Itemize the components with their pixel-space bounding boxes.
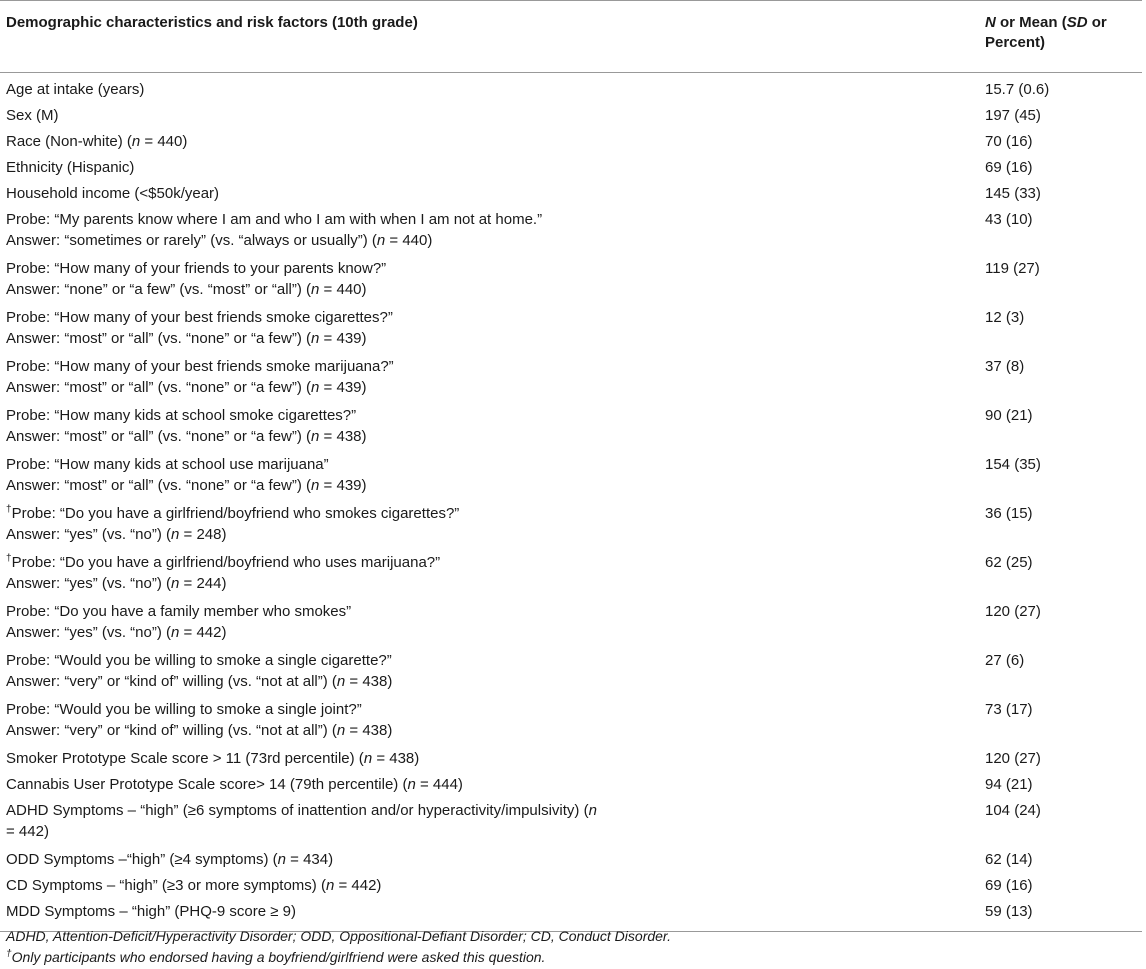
row-label-line2	[6, 230, 964, 251]
row-label-line2-text: Answer: “very” or “kind of” willing (vs. “not at all”) (	[6, 672, 337, 690]
header-percent: Percent)	[985, 34, 1046, 51]
row-value: 70 (16)	[985, 132, 1033, 150]
row-label-line2	[6, 328, 964, 349]
footnote-dagger-text: Only participants who endorsed having a boyfriend/girlfriend were asked this question.	[11, 949, 546, 965]
row-label	[0, 183, 970, 209]
table-row	[0, 552, 1142, 601]
row-label	[0, 800, 970, 849]
row-label	[0, 157, 970, 183]
row-label	[0, 552, 970, 601]
row-label-line2	[6, 524, 964, 545]
row-label-text: Cannabis User Prototype Scale score> 14 (79th percentile) (	[6, 775, 408, 793]
dagger-mark: †	[6, 552, 12, 564]
header-characteristics: Demographic characteristics and risk factors (10th grade)	[0, 1, 970, 73]
footnote-dagger-mark: †	[6, 948, 12, 960]
row-label	[0, 307, 970, 356]
row-label-line2-text: = 244)	[179, 574, 227, 592]
row-label-text: ODD Symptoms –“high” (≥4 symptoms) (	[6, 850, 278, 868]
table-header-row	[0, 1, 1142, 73]
row-label-line1	[6, 209, 964, 230]
row-label-text: = 438)	[372, 749, 420, 767]
table-row	[0, 157, 1142, 183]
row-label-line2	[6, 475, 964, 496]
row-label-line2	[6, 377, 964, 398]
row-label-line1-text: ADHD Symptoms – “high” (≥6 symptoms of inattention and/or hyperactivity/impulsivity) (	[6, 801, 589, 819]
row-label-line2-text: Answer: “most” or “all” (vs. “none” or “a few”) (	[6, 329, 312, 347]
row-label	[0, 601, 970, 650]
row-label	[0, 650, 970, 699]
row-label-line2-text: Answer: “most” or “all” (vs. “none” or “a few”) (	[6, 378, 312, 396]
row-label	[0, 356, 970, 405]
table-row	[0, 73, 1142, 105]
row-label-line2-n-italic: n	[311, 476, 320, 494]
row-value: 62 (14)	[985, 850, 1033, 868]
table-row	[0, 748, 1142, 774]
row-label-text: Sex (M)	[6, 106, 59, 124]
row-label-line1-text: Probe: “How many of your friends to your parents know?”	[6, 259, 387, 277]
row-label	[0, 774, 970, 800]
row-label-line2-n-italic: n	[171, 574, 180, 592]
row-label-text: = 442)	[334, 876, 382, 894]
row-value: 69 (16)	[985, 158, 1033, 176]
row-label-line2-n-italic: n	[376, 231, 386, 249]
row-label-line1	[6, 258, 964, 279]
row-label-line1	[6, 356, 964, 377]
table-row	[0, 105, 1142, 131]
row-value: 12 (3)	[985, 308, 1025, 326]
row-value: 154 (35)	[985, 455, 1041, 473]
table-row	[0, 774, 1142, 800]
row-label	[0, 503, 970, 552]
table-row	[0, 601, 1142, 650]
row-label-line2	[6, 671, 964, 692]
row-value: 119 (27)	[985, 259, 1040, 277]
row-label-line2-text: = 248)	[179, 525, 227, 543]
row-label-line2-n-italic: n	[311, 280, 320, 298]
row-label-line1-text: Probe: “Would you be willing to smoke a single cigarette?”	[6, 651, 392, 669]
row-value: 145 (33)	[985, 184, 1041, 202]
row-label-line2-text: Answer: “sometimes or rarely” (vs. “always or usually”) (	[6, 231, 377, 249]
row-label-line2-n-italic: n	[171, 525, 180, 543]
table-row	[0, 356, 1142, 405]
table-row	[0, 503, 1142, 552]
row-label-line1-text: Probe: “Do you have a girlfriend/boyfriend who uses marijuana?”	[11, 553, 441, 571]
row-label	[0, 454, 970, 503]
row-label-line2	[6, 622, 964, 643]
row-label-line1	[6, 405, 964, 426]
row-label-line2	[6, 573, 964, 594]
row-value: 104 (24)	[985, 801, 1041, 819]
row-value: 43 (10)	[985, 210, 1033, 228]
table-row	[0, 307, 1142, 356]
table-row	[0, 131, 1142, 157]
row-label-text: Smoker Prototype Scale score > 11 (73rd percentile) (	[6, 749, 364, 767]
header-or: or	[1087, 14, 1107, 31]
row-label-line1	[6, 552, 964, 573]
row-label-n-italic: n	[407, 775, 416, 793]
footnote-dagger	[6, 947, 1136, 968]
row-label	[0, 699, 970, 748]
header-n-or-mean	[970, 1, 1142, 73]
row-label-line1-text: Probe: “Do you have a girlfriend/boyfriend who smokes cigarettes?”	[11, 504, 460, 522]
row-value: 62 (25)	[985, 553, 1033, 571]
table-row	[0, 849, 1142, 875]
table-row	[0, 875, 1142, 901]
row-label-line2-n-italic: n	[171, 623, 180, 641]
header-or-mean: or Mean (	[995, 14, 1067, 31]
row-label-line2-text: = 440)	[385, 231, 433, 249]
table-row	[0, 183, 1142, 209]
row-label-text: Household income (<$50k/year)	[6, 184, 220, 202]
row-label	[0, 748, 970, 774]
row-label-text: = 440)	[140, 132, 188, 150]
table-row	[0, 405, 1142, 454]
row-value: 37 (8)	[985, 357, 1025, 375]
row-value: 59 (13)	[970, 901, 1142, 932]
row-label-text: Age at intake (years)	[6, 81, 145, 98]
row-label-line2-text: Answer: “none” or “a few” (vs. “most” or “all”) (	[6, 280, 312, 298]
row-label-line1-text: Probe: “How many kids at school smoke cigarettes?”	[6, 406, 357, 424]
dagger-mark: †	[6, 503, 12, 515]
table-row	[0, 699, 1142, 748]
row-label	[0, 131, 970, 157]
row-label	[0, 849, 970, 875]
row-label-line2-text: Answer: “most” or “all” (vs. “none” or “a few”) (	[6, 476, 312, 494]
row-label-line2	[6, 279, 964, 300]
row-label-line1	[6, 307, 964, 328]
row-value: 69 (16)	[985, 876, 1033, 894]
row-label-n-italic: n	[325, 876, 335, 894]
row-value: 27 (6)	[985, 651, 1025, 669]
row-label-line2-text: Answer: “very” or “kind of” willing (vs. “not at all”) (	[6, 721, 337, 739]
row-label-line1	[6, 503, 964, 524]
row-label-n-italic: n	[277, 850, 286, 868]
row-label-line2-text: Answer: “yes” (vs. “no”) (	[6, 525, 172, 543]
row-label	[0, 209, 970, 258]
table-footnotes	[6, 926, 1136, 968]
row-label-line1	[6, 699, 964, 720]
row-label-line1-text: Probe: “My parents know where I am and who I am with when I am not at home.”	[6, 210, 543, 228]
row-label-line1-text: Probe: “Would you be willing to smoke a single joint?”	[6, 700, 362, 718]
row-label-text: = 434)	[285, 850, 334, 868]
header-n-italic: N	[985, 14, 996, 31]
row-label-line2-text: = 438)	[345, 672, 393, 690]
row-label-line2-text: = 439)	[319, 378, 367, 396]
row-label	[0, 73, 970, 105]
row-label-line2-text: = 442)	[179, 623, 227, 641]
row-label-line2-n-italic: n	[311, 378, 320, 396]
row-label-n-italic: n	[131, 132, 141, 150]
row-label-line2	[6, 821, 964, 842]
row-label-line2-text: Answer: “most” or “all” (vs. “none” or “a few”) (	[6, 427, 312, 445]
row-value: 94 (21)	[985, 775, 1033, 793]
row-label-line2-n-italic: n	[336, 721, 346, 739]
row-value: 15.7 (0.6)	[985, 81, 1050, 98]
row-label-line1-text: Probe: “Do you have a family member who smokes”	[6, 602, 352, 620]
table-row	[0, 209, 1142, 258]
row-label-line1	[6, 601, 964, 622]
row-label-line2-text: = 438)	[319, 427, 367, 445]
row-label-line2	[6, 426, 964, 447]
row-label-line2-text: Answer: “yes” (vs. “no”) (	[6, 623, 172, 641]
table-row	[0, 800, 1142, 849]
table-row	[0, 258, 1142, 307]
row-label-line2-text: = 442)	[6, 822, 49, 840]
row-label-line1-n-italic: n	[588, 801, 597, 819]
row-label	[0, 405, 970, 454]
row-label-line2-text: Answer: “yes” (vs. “no”) (	[6, 574, 172, 592]
row-label-line2-n-italic: n	[311, 427, 320, 445]
row-label-line1	[6, 800, 964, 821]
row-value: 120 (27)	[985, 749, 1041, 767]
row-value: 36 (15)	[985, 504, 1033, 522]
row-label-text: CD Symptoms – “high” (≥3 or more symptoms) (	[6, 876, 326, 894]
row-value: 120 (27)	[985, 602, 1041, 620]
row-label-line2-text: = 439)	[319, 329, 367, 347]
row-label-line2-n-italic: n	[336, 672, 346, 690]
row-label-line1-text: Probe: “How many of your best friends smoke marijuana?”	[6, 357, 394, 375]
row-value: 90 (21)	[985, 406, 1033, 424]
row-label	[0, 258, 970, 307]
table-body	[0, 73, 1142, 932]
row-label-text: Ethnicity (Hispanic)	[6, 158, 135, 176]
row-label-line1	[6, 454, 964, 475]
table-row	[0, 650, 1142, 699]
row-label-line2-text: = 438)	[345, 721, 393, 739]
header-sd-italic: SD	[1066, 14, 1088, 31]
row-label-line1-text: Probe: “How many kids at school use marijuana”	[6, 455, 329, 473]
table-row	[0, 454, 1142, 503]
row-label-line2	[6, 720, 964, 741]
row-label	[0, 875, 970, 901]
row-label-line1-text: Probe: “How many of your best friends smoke cigarettes?”	[6, 308, 393, 326]
row-label-line1	[6, 650, 964, 671]
row-label-text: MDD Symptoms – “high” (PHQ-9 score ≥ 9)	[6, 902, 296, 920]
row-label-text: = 444)	[415, 775, 463, 793]
row-label-n-italic: n	[363, 749, 373, 767]
row-label-text: Race (Non-white) (	[6, 132, 132, 150]
row-value: 73 (17)	[985, 700, 1033, 718]
row-label	[0, 105, 970, 131]
row-label-line2-text: = 439)	[319, 476, 367, 494]
row-label-line2-text: = 440)	[319, 280, 367, 298]
footnote-abbreviations: ADHD, Attention-Deficit/Hyperactivity Disorder; ODD, Oppositional-Defiant Disorder; CD, Conduct Disorder.	[6, 928, 671, 944]
row-label-line2-n-italic: n	[311, 329, 320, 347]
row-value: 197 (45)	[985, 106, 1041, 124]
